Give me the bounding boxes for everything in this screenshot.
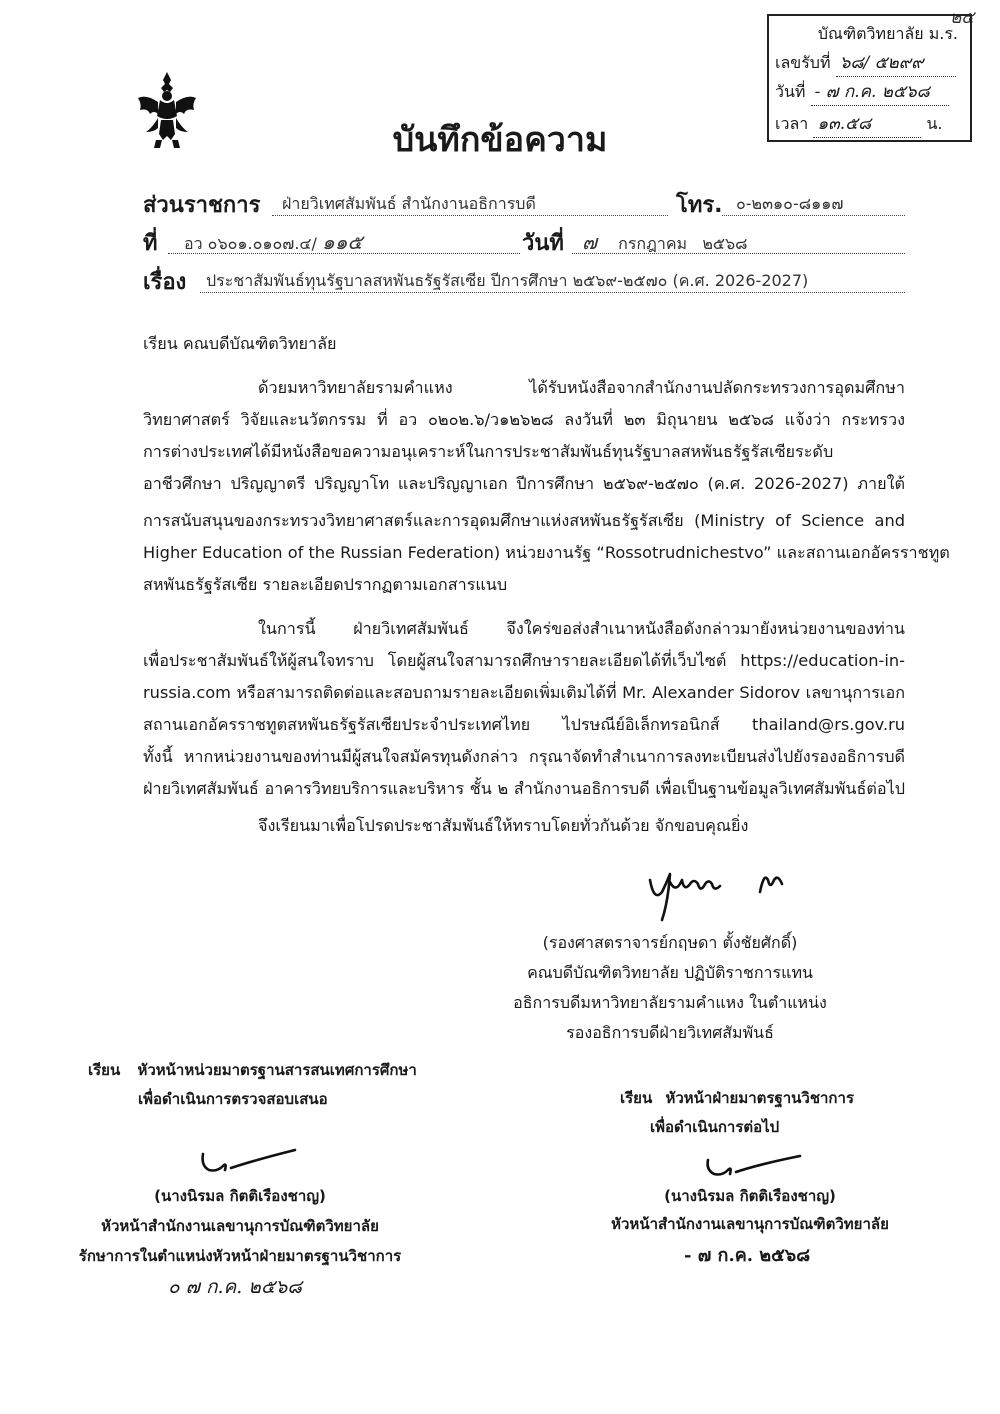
left-note-to-label: เรียน xyxy=(88,1061,121,1079)
paragraph1-line: สหพันธรัฐรัสเซีย รายละเอียดปรากฏตามเอกสารแนบ xyxy=(143,575,508,594)
stamp-date-row xyxy=(775,78,964,106)
reference-value-text: อว ๐๖๐๑.๐๑๐๗.๔/ xyxy=(184,234,317,253)
signatory-name: (รองศาสตราจารย์กฤษดา ตั้งชัยศักดิ์) xyxy=(542,933,798,952)
agency-value xyxy=(272,193,668,216)
left-note-to-value: หัวหน้าหน่วยมาตรฐานสารสนเทศการศึกษา xyxy=(137,1061,417,1079)
left-note-date: ๐ ๗ ก.ค. ๒๕๖๘ xyxy=(168,1276,302,1298)
left-note-position-1: หัวหน้าสำนักงานเลขานุการบัณฑิตวิทยาลัย xyxy=(101,1217,379,1235)
right-note-to xyxy=(620,1086,854,1110)
paragraph1-line: การต่างประเทศได้มีหนังสือขอความอนุเคราะห์ในการประชาสัมพันธ์ทุนรัฐบาลสหพันธรัฐรัสเซียระดับ xyxy=(143,442,834,461)
right-note-position-1: หัวหน้าสำนักงานเลขานุการบัณฑิตวิทยาลัย xyxy=(611,1215,889,1233)
reference-number: ๑๑๕ xyxy=(322,230,363,254)
paragraph1-line-text: ด้วยมหาวิทยาลัยรามคำแหง ได้รับหนังสือจากสำนักงานปลัดกระทรวงการอุดมศึกษา xyxy=(258,378,905,397)
phone-value xyxy=(722,193,905,216)
signature-icon xyxy=(640,862,815,922)
left-note-to xyxy=(88,1058,417,1082)
left-note-name: (นางนิรมล กิตติเรืองชาญ) xyxy=(154,1187,326,1205)
stamp-time-label: เวลา xyxy=(775,114,809,133)
paragraph1-line: อาชีวศึกษา ปริญญาตรี ปริญญาโท และปริญญาเอก ปีการศึกษา ๒๕๖๙-๒๕๗๐ (ค.ศ. 2026-2027) ภายใต้ xyxy=(143,474,905,493)
stamp-receipt-label: เลขรับที่ xyxy=(775,53,831,72)
paragraph1-line: Higher Education of the Russian Federation) หน่วยงานรัฐ “Rossotrudnichestvo” และสถานเอกอัครราชทูต xyxy=(143,543,950,562)
date-day: ๗ xyxy=(582,230,598,254)
stamp-date-value: - ๗ ก.ค. ๒๕๖๘ xyxy=(811,78,949,106)
document-title: บันทึกข้อความ xyxy=(392,120,608,160)
signatory-position-2: อธิการบดีมหาวิทยาลัยรามคำแหง ในตำแหน่ง xyxy=(513,993,827,1012)
paragraph2-line: เพื่อประชาสัมพันธ์ให้ผู้สนใจทราบ โดยผู้สนใจสามารถศึกษารายละเอียดได้ที่เว็บไซต์ https://education-in- xyxy=(143,651,905,670)
right-note-signature-icon xyxy=(700,1148,810,1184)
stamp-time-unit: น. xyxy=(926,114,943,133)
paragraph1-line: วิทยาศาสตร์ วิจัยและนวัตกรรม ที่ อว ๐๒๐๒.๖/ว๑๒๖๒๘ ลงวันที่ ๒๓ มิถุนายน ๒๕๖๘ แจ้งว่า กระทรวง xyxy=(143,410,905,429)
left-note-position-2: รักษาการในตำแหน่งหัวหน้าฝ่ายมาตรฐานวิชาการ xyxy=(78,1247,402,1265)
paragraph2-line: สถานเอกอัครราชทูตสหพันธรัฐรัสเซียประจำประเทศไทย ไปรษณีย์อิเล็กทรอนิกส์ thailand@rs.gov.ru xyxy=(143,715,905,734)
paragraph2-line: ทั้งนี้ หากหน่วยงานของท่านมีผู้สนใจสมัครทุนดังกล่าว กรุณาจัดทำสำเนาการลงทะเบียนส่งไปยังรองอธิการบดี xyxy=(143,747,905,766)
page-number-mark: ๒๕ xyxy=(950,8,975,28)
paragraph1-line xyxy=(258,372,905,405)
closing-sentence: จึงเรียนมาเพื่อโปรดประชาสัมพันธ์ให้ทราบโดยทั่วกันด้วย จักขอบคุณยิ่ง xyxy=(258,816,749,835)
left-note-action: เพื่อดำเนินการตรวจสอบเสนอ xyxy=(138,1090,328,1108)
subject-value xyxy=(200,270,905,293)
salutation: เรียน คณบดีบัณฑิตวิทยาลัย xyxy=(143,334,337,353)
date-label: วันที่ xyxy=(522,231,564,256)
left-note-signature-icon xyxy=(195,1140,305,1180)
stamp-time-value: ๑๓.๕๘ xyxy=(813,110,921,138)
signatory-block xyxy=(440,928,900,1048)
stamp-receipt-row xyxy=(775,49,964,77)
signatory-position-3: รองอธิการบดีฝ่ายวิเทศสัมพันธ์ xyxy=(566,1023,774,1042)
paragraph1-line: การสนับสนุนของกระทรวงวิทยาศาสตร์และการอุดมศึกษาแห่งสหพันธรัฐรัสเซีย (Ministry of Science and xyxy=(143,511,905,530)
paragraph2-line: russia.com หรือสามารถติดต่อและสอบถามรายละเอียดเพิ่มเติมได้ที่ Mr. Alexander Sidorov เลขานุการเอก xyxy=(143,683,905,702)
right-note-to-value: หัวหน้าฝ่ายมาตรฐานวิชาการ xyxy=(665,1089,854,1107)
date-month-year: กรกฎาคม ๒๕๖๘ xyxy=(618,234,748,253)
date-value xyxy=(572,231,905,254)
stamp-office: บัณฑิตวิทยาลัย ม.ร. xyxy=(817,24,958,43)
right-note-date: - ๗ ก.ค. ๒๕๖๘ xyxy=(684,1245,811,1266)
right-note-action: เพื่อดำเนินการต่อไป xyxy=(650,1118,780,1136)
right-note-name: (นางนิรมล กิตติเรืองชาญ) xyxy=(664,1187,836,1205)
subject-label: เรื่อง xyxy=(143,270,187,295)
agency-value-text: ฝ่ายวิเทศสัมพันธ์ สำนักงานอธิการบดี xyxy=(282,194,536,213)
phone-label: โทร. xyxy=(676,193,723,218)
subject-value-text: ประชาสัมพันธ์ทุนรัฐบาลสหพันธรัฐรัสเซีย ปีการศึกษา ๒๕๖๙-๒๕๗๐ (ค.ศ. 2026-2027) xyxy=(206,271,809,290)
stamp-date-label: วันที่ xyxy=(775,82,806,101)
right-note-to-label: เรียน xyxy=(620,1089,653,1107)
phone-value-text: ๐-๒๓๑๐-๘๑๑๗ xyxy=(736,194,844,213)
paragraph2-line: ฝ่ายวิเทศสัมพันธ์ อาคารวิทยบริการและบริหาร ชั้น ๒ สำนักงานอธิการบดี เพื่อเป็นฐานข้อมูลวิเทศสัมพันธ์ต่อไป xyxy=(143,779,905,798)
reference-label: ที่ xyxy=(143,231,158,256)
signatory-position-1: คณบดีบัณฑิตวิทยาลัย ปฏิบัติราชการแทน xyxy=(527,963,813,982)
stamp-receipt-value: ๖๘/ ๕๒๙๙ xyxy=(836,49,956,77)
paragraph2-line-text: ในการนี้ ฝ่ายวิเทศสัมพันธ์ จึงใคร่ขอส่งสำเนาหนังสือดังกล่าวมายังหน่วยงานของท่าน xyxy=(258,619,905,638)
agency-label: ส่วนราชการ xyxy=(143,193,261,218)
reference-value xyxy=(168,231,520,254)
paragraph2-line xyxy=(258,613,905,646)
